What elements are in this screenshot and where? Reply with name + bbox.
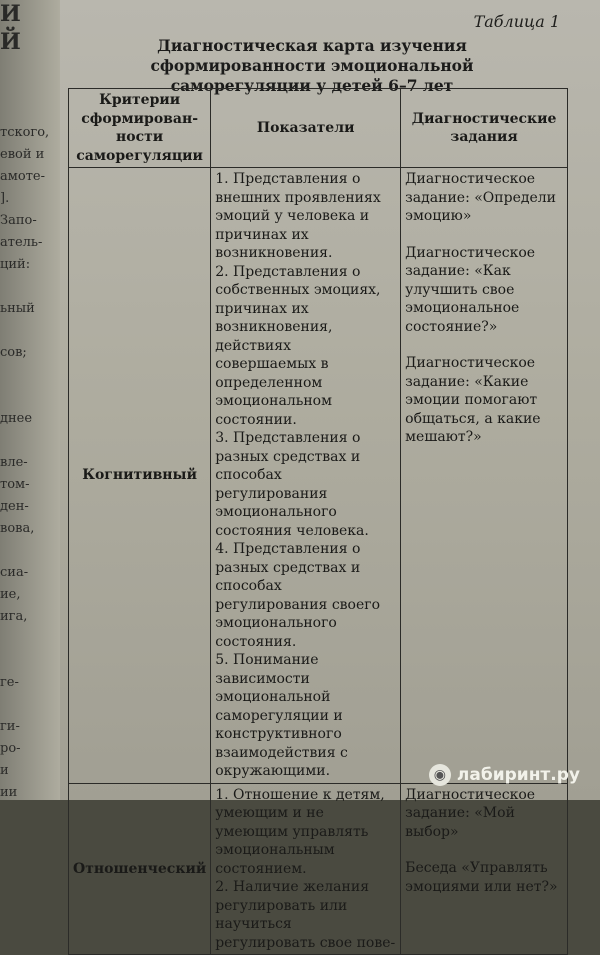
header-tasks: Диагностические задания (401, 89, 568, 168)
prev-page-line: днее (0, 411, 33, 426)
prev-page-line (0, 364, 60, 386)
prev-page-line: сиа- (0, 565, 29, 580)
prev-page-line: ций: (0, 257, 31, 272)
watermark (429, 764, 580, 786)
tasks-cell (401, 783, 568, 955)
prev-page-line (0, 320, 60, 342)
task-item: Беседа «Управлять эмоциями или нет?» (405, 860, 558, 895)
prev-page-line: ги- (0, 719, 20, 734)
prev-page-line: амоте- (0, 169, 45, 184)
indicator-item: 3. Представления о разных средствах и способах регулирования эмоционального состояния человека. (215, 430, 369, 539)
tasks-cell (401, 168, 568, 784)
task-item: Диагностическое задание: «Мой выбор» (405, 786, 536, 840)
prev-page-line: том- (0, 477, 30, 492)
prev-page-line: сов; (0, 345, 27, 360)
prev-page-line: ига, (0, 609, 28, 624)
prev-page-line: ден- (0, 499, 29, 514)
indicators-cell (211, 783, 401, 955)
table-row (69, 168, 568, 784)
prev-page-line (0, 694, 60, 716)
prev-page-line: тского, (0, 125, 50, 140)
prev-page-line (0, 650, 60, 672)
header-indicators: Показатели (211, 89, 401, 168)
diagnostic-table (68, 88, 568, 955)
prev-page-line: Запо- (0, 213, 37, 228)
prev-page-line (0, 430, 60, 452)
prev-page-line: ге- (0, 675, 19, 690)
prev-page-line (0, 386, 60, 408)
prev-page-line: и (0, 763, 9, 778)
prev-page-line: ]. (0, 191, 10, 206)
table-row (69, 783, 568, 955)
task-item: Диагностическое задание: «Как улучшить свое эмоциональное состояние?» (405, 244, 536, 335)
table-title: Диагностическая карта изучения сформированности эмоциональной саморегуляции у детей 6–7 лет (150, 36, 474, 95)
task-item: Диагностическое задание: «Какие эмоции помогают общаться, а какие мешают?» (405, 355, 541, 445)
prev-page-line: И (0, 1, 21, 27)
prev-page-line (0, 628, 60, 650)
prev-page-line: ьный (0, 301, 35, 316)
indicator-item: 1. Отношение к детям, умеющим и не умеющим управлять эмоциональным состоянием. (215, 786, 385, 877)
indicator-item: 2. Представления о собственных эмоциях, причинах их возникновения, действиях совершаемых в определенном эмоциональном состоянии. (215, 263, 381, 428)
prev-page-line: ии (0, 785, 18, 800)
task-item: Диагностическое задание: «Определи эмоцию» (405, 171, 556, 224)
prev-page-line (0, 78, 60, 100)
indicator-item: 1. Представления о внешних проявлениях эмоций у человека и причинах их возникновения. (215, 171, 381, 261)
indicator-item: 2. Наличие желания регулировать или научиться регулировать свое пове- (215, 879, 396, 951)
prev-page-line: ие, (0, 587, 21, 602)
prev-page-line (0, 276, 60, 298)
prev-page-line: Й (0, 29, 21, 55)
criterion-cell: Отношенческий (69, 783, 211, 955)
table-header-row (69, 89, 568, 168)
table-number: Таблица 1 (473, 12, 560, 31)
prev-page-line (0, 100, 60, 122)
criterion-cell: Когнитивный (69, 168, 211, 784)
watermark-text: лабиринт.ру (456, 765, 580, 785)
prev-page-line: вле- (0, 455, 28, 470)
prev-page-line (0, 56, 60, 78)
header-criteria: Критерии сформированности саморегуляции (69, 89, 211, 168)
prev-page-line: ро- (0, 741, 21, 756)
prev-page-line: вова, (0, 521, 35, 536)
indicator-item: 4. Представления о разных средствах и способах регулирования своего эмоционального состояния. (215, 541, 381, 650)
prev-page-line: атель- (0, 235, 43, 250)
previous-page-fragments (0, 0, 60, 800)
indicator-item: 5. Понимание зависимости эмоциональной саморегуляции и конструктивного взаимодействия с окружающими. (215, 652, 348, 779)
prev-page-line (0, 540, 60, 562)
indicators-cell (211, 168, 401, 784)
prev-page-line: евой и (0, 147, 45, 162)
labirint-logo-icon: ◉ (429, 764, 451, 786)
